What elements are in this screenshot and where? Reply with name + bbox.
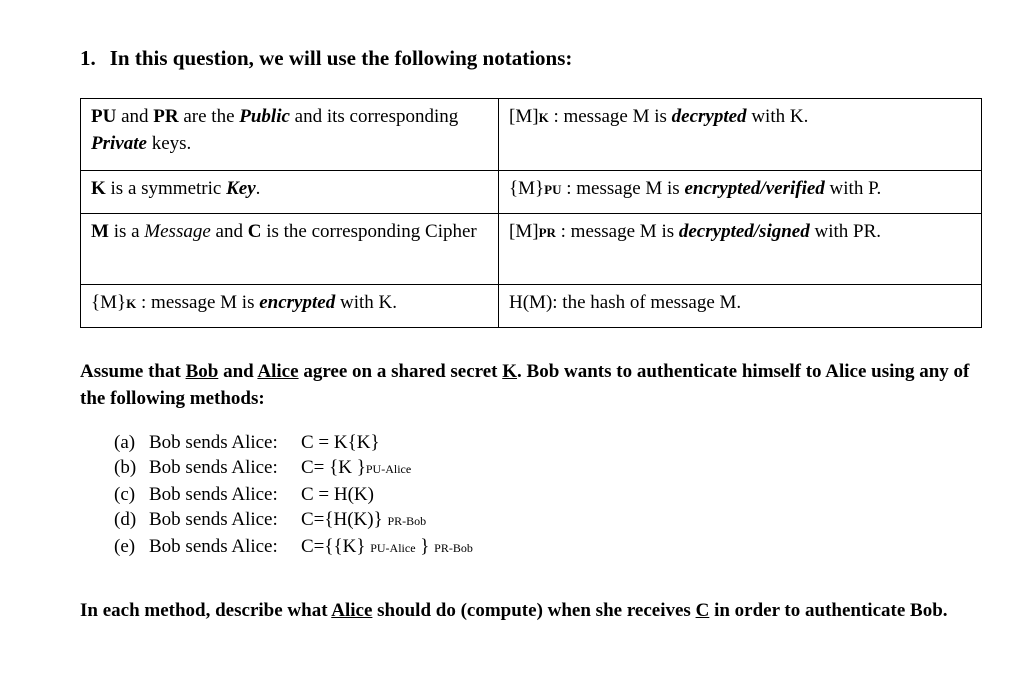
table-row	[81, 285, 982, 328]
question-heading: In this question, we will use the following notations:	[109, 46, 573, 70]
list-item: (c) Bob sends Alice: C = H(K)	[114, 484, 374, 505]
list-item: (a) Bob sends Alice: C = K{K}	[114, 432, 380, 453]
notation-m-encrypted-k: {M}K : message M is encrypted with K.	[81, 285, 499, 328]
notation-m-decrypted-k: [M]K : message M is decrypted with K.	[499, 99, 982, 171]
notation-message-cipher: M is a Message and C is the corresponding Cipher	[81, 214, 499, 285]
notation-m-decrypted-pr: [M]PR : message M is decrypted/signed with PR.	[499, 214, 982, 285]
table-row	[81, 214, 982, 285]
notation-pu-pr: PU and PR are the Public and its corresponding Private keys.	[81, 99, 499, 171]
question-number: 1.	[80, 46, 96, 70]
notation-table	[80, 98, 982, 328]
assumption-paragraph: Assume that Bob and Alice agree on a shared secret K. Bob wants to authenticate himself to Alice using any of the following methods:	[80, 361, 970, 409]
notation-hash: H(M): the hash of message M.	[499, 285, 982, 328]
instruction-paragraph: In each method, describe what Alice should do (compute) when she receives C in order to authenticate Bob.	[80, 600, 948, 621]
methods-list	[114, 430, 473, 561]
table-row	[81, 171, 982, 214]
list-item: (d) Bob sends Alice: C={H(K)} PR-Bob	[114, 509, 427, 530]
notation-k-symmetric: K is a symmetric Key.	[81, 171, 499, 214]
list-item: (e) Bob sends Alice: C={{K} PU-Alice } PR-Bob	[114, 536, 473, 557]
notation-m-encrypted-pu: {M}PU : message M is encrypted/verified with P.	[499, 171, 982, 214]
table-row	[81, 99, 982, 171]
question-title	[80, 46, 572, 71]
list-item: (b) Bob sends Alice: C= {K }PU-Alice	[114, 457, 412, 478]
